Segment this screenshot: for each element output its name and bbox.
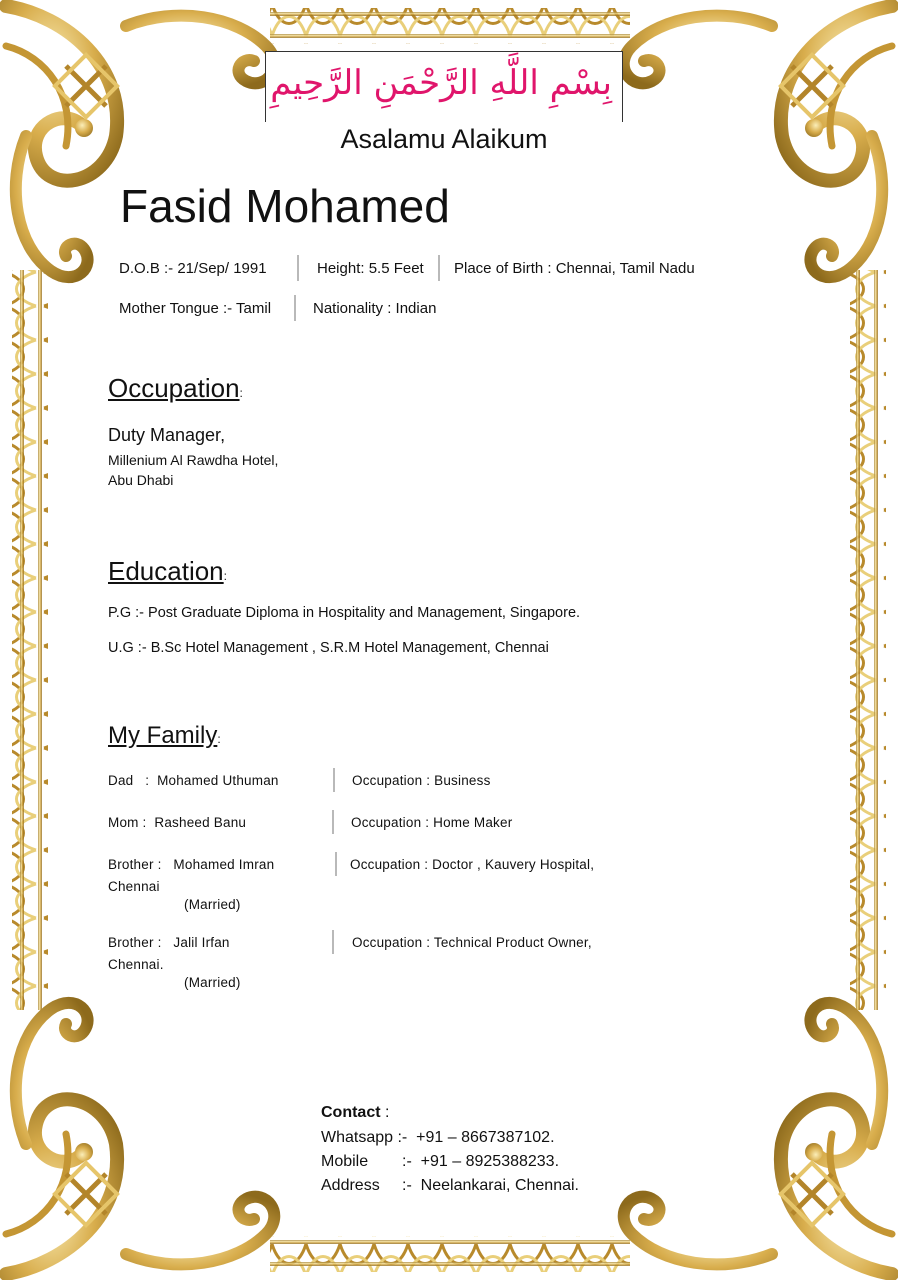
mother-tongue: Mother Tongue :- Tamil bbox=[119, 300, 272, 317]
contact-mobile-value: :- +91 – 8925388233. bbox=[402, 1153, 560, 1170]
divider bbox=[332, 930, 334, 954]
height: Height: 5.5 Feet bbox=[317, 260, 424, 277]
divider bbox=[332, 810, 334, 834]
education-pg: P.G :- Post Graduate Diploma in Hospitality and Management, Singapore. bbox=[108, 605, 581, 621]
divider bbox=[438, 255, 440, 281]
family-member-relation: Mom : Rasheed Banu bbox=[108, 815, 247, 830]
education-ug: U.G :- B.Sc Hotel Management , S.R.M Hotel Management, Chennai bbox=[108, 640, 549, 656]
family-member-place: Chennai. bbox=[108, 957, 164, 972]
education-heading: Education: bbox=[108, 556, 227, 586]
contact-heading: Contact : bbox=[321, 1104, 390, 1121]
family-member-status: (Married) bbox=[184, 897, 241, 912]
company: Millenium Al Rawdha Hotel, bbox=[108, 452, 279, 468]
family-member-occupation: Occupation : Technical Product Owner, bbox=[352, 935, 592, 950]
family-member-occupation: Occupation : Doctor , Kauvery Hospital, bbox=[350, 857, 595, 872]
dob: D.O.B :- 21/Sep/ 1991 bbox=[119, 260, 267, 277]
contact-whatsapp: Whatsapp :- +91 – 8667387102. bbox=[321, 1129, 555, 1146]
nationality: Nationality : Indian bbox=[313, 300, 437, 317]
divider bbox=[297, 255, 299, 281]
family-member-occupation: Occupation : Business bbox=[352, 773, 491, 788]
family-member-occupation: Occupation : Home Maker bbox=[351, 815, 513, 830]
profile-name: Fasid Mohamed bbox=[120, 180, 450, 232]
company-location: Abu Dhabi bbox=[108, 472, 174, 488]
family-heading: My Family: bbox=[108, 722, 221, 749]
divider bbox=[333, 768, 335, 792]
basmala-banner bbox=[265, 51, 623, 128]
job-title: Duty Manager, bbox=[108, 425, 226, 445]
divider bbox=[335, 852, 337, 876]
greeting: Asalamu Alaikum bbox=[265, 122, 623, 156]
family-member-relation: Brother : Mohamed Imran bbox=[108, 857, 275, 872]
basmala-calligraphy: بِسْمِ اللَّهِ الرَّحْمَنِ الرَّحِيمِ bbox=[270, 63, 612, 103]
place-of-birth: Place of Birth : Chennai, Tamil Nadu bbox=[454, 260, 695, 277]
occupation-heading: Occupation: bbox=[108, 373, 243, 403]
contact-address-label: Address bbox=[321, 1177, 380, 1194]
family-member-relation: Dad : Mohamed Uthuman bbox=[108, 773, 279, 788]
contact-mobile-label: Mobile bbox=[321, 1153, 369, 1170]
divider bbox=[294, 295, 296, 321]
family-member-place: Chennai bbox=[108, 879, 160, 894]
contact-address-value: :- Neelankarai, Chennai. bbox=[402, 1177, 579, 1194]
family-member-relation: Brother : Jalil Irfan bbox=[108, 935, 230, 950]
family-member-status: (Married) bbox=[184, 975, 241, 990]
